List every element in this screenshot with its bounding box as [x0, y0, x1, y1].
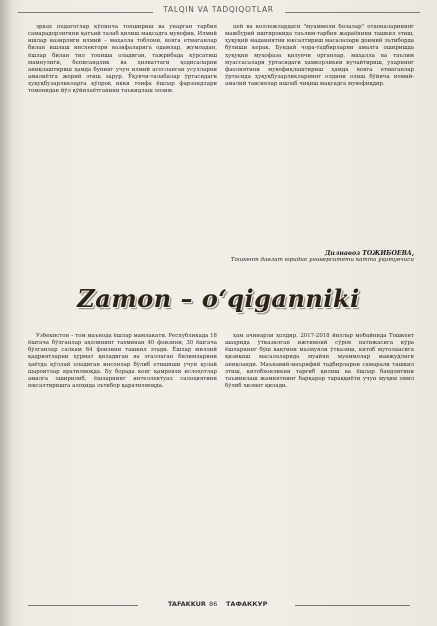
running-header: TALQIN VA TADQIQOTLAR — [163, 5, 274, 14]
paragraph: ҳам ачинарли ҳолдир. 2017-2018 йиллар мобайнида Тошкент шаҳрида ўтказилган ижтимоий сўров натижасига кўра ёшларнинг бўш вақтини мазмунли ўтказиш, китоб мутолаасига қизиқиш масалаларида муайян муаммолар мавжудлиги аниқланди. Маънавий-маърифий тадбирларни самарали ташкил этиш, китобхонликни тарғиб қилиш ва ёшлар бандлигини таъминлаш жамиятнинг барқарор тараққиёти учун муҳим омил бўлиб хизмат қилади. — [225, 333, 414, 390]
article-column-top-left — [28, 24, 217, 279]
article-column-bottom-right — [225, 333, 414, 601]
article-column-bottom-left — [28, 333, 217, 601]
paragraph: эрках педагоглар кўпинча топшириш ва унарган тарбия самарадорлигини қатъий талаб қилиш мақсадга мувофиқ. Илмий ишлар вазирлиги илмий – маҳалла тоблони, вояга етмаганлар билан ишлаш инспектори вазифаларига одамлар, жумладан, ёшлар билан тил топиша оладиган, тажрибада кўрсатиш мамнулиги, беписандлик ва ҳилваттаги ҳодисаларни аниқлаштириш ҳамда бунинг учун илмий асосланган усулларни амалиётга жорий этиш зарур. Ўқувчи-талабалар ўртасидаги ҳуқуқбузарликларга қўпроқ икки тоифа ёшлар фарзандлари томонидан йўл қўйилаётганини таъкидлаш лозим. — [28, 24, 217, 95]
page-number: 86 — [209, 600, 218, 608]
footer-magazine-latin: TAFAKKUR — [168, 600, 206, 608]
footer-magazine-cyrillic: ТАФАККУР — [226, 600, 268, 608]
paragraph: Ўзбекистон – том маънода ёшлар мамлакати. Республикада 18 ёшгача бўлганлар аҳолининг тахминан 40 фоизини, 30 ёшгача бўлганлар салкам 64 фоизини ташкил этади. Ёшлар миллий қадриятларни ҳурмат қиладиган ва эгаллаган билимларини ҳаётда қўллай оладиган инсонлар бўлиб етишиши учун қулай шароитлар яратилмоқда. Бу борада кенг қамровли ислоҳотлар амалга оширилиб, ёшларнинг интеллектуал салоҳиятини юксалтиришга алоҳида эътибор қаратилмоқда. — [28, 333, 217, 390]
author-name: Дилнавоз ТОЖИБОЕВА, — [324, 250, 414, 257]
footer-rule-right — [295, 605, 410, 606]
section-title: Zamon – o‘qiganniki — [77, 284, 360, 313]
paragraph: цей ва коллежлардаги "муаммоли болалар" отаоналарининг мажбурий иштирокида таълим-тарбия жараёнини ташкил этиш, ҳуқуқий маданиятни юксалтириш масалалари доимий эътиборда бўлиши керак. Бундай чора-тадбирларни амалга оширишда ҳуқуқни муҳофаза қилувчи органлар, маҳалла ва таълим муассасалари ўртасидаги ҳамкорликни кучайтириш, уларнинг фаолиятини мувофиқлаштириш ҳамда вояга етмаганлар ўртасида ҳуқуқбузарликларнинг олдини олиш бўйича илмий-амалий тавсиялар ишлаб чиқиш мақсадга мувофиқдир. — [225, 24, 414, 88]
author-signature — [225, 250, 414, 264]
article-column-top-right — [225, 24, 414, 246]
footer-rule-left — [28, 605, 138, 606]
author-role: Тошкент давлат юридик университети катта ўқитувчиси — [230, 257, 414, 264]
